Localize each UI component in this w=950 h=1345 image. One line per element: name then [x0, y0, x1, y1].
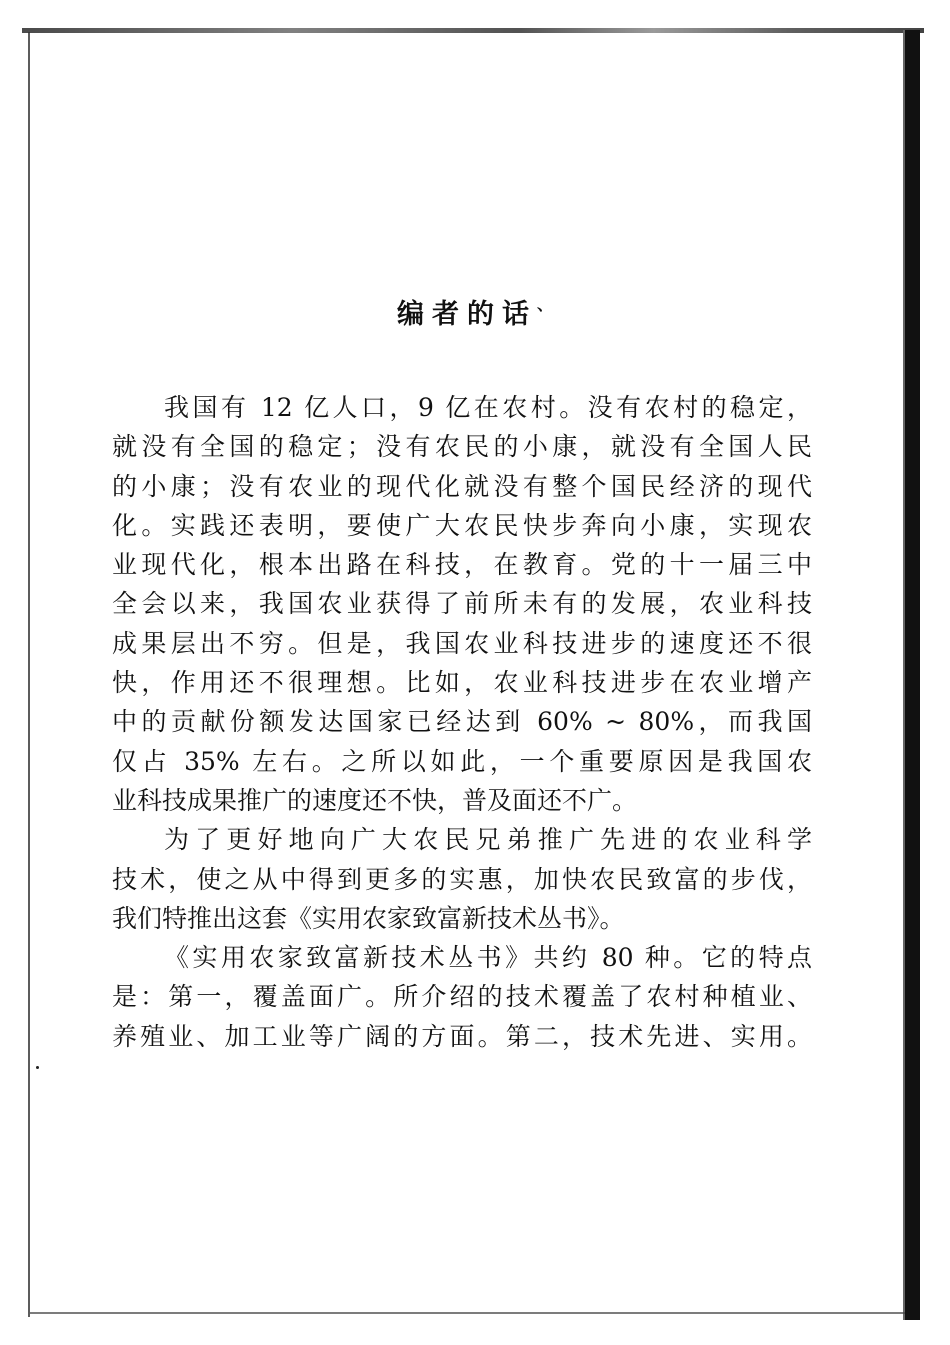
- page-title: [0, 292, 950, 331]
- text-line: 业科技成果推广的速度还不快，普及面还不广。: [112, 785, 638, 815]
- page-edge-top: [22, 28, 924, 33]
- text-line: 技术，使之从中得到更多的实惠，加快农民致富的步伐，: [112, 864, 812, 894]
- text-line: 为了更好地向广大农民兄弟推广先进的农业科学: [164, 825, 812, 855]
- text-line: 中的贡献份额发达国家已经达到 60% ~ 80%，而我国: [112, 707, 812, 737]
- text-line: 就没有全国的稳定；没有农民的小康，就没有全国人民: [112, 432, 812, 462]
- text-line: 《实用农家致富新技术丛书》共约 80 种。它的特点: [164, 943, 812, 973]
- scan-speck: [36, 1066, 39, 1069]
- text-line: 的小康；没有农业的现代化就没有整个国民经济的现代: [112, 471, 812, 501]
- text-line: 业现代化，根本出路在科技，在教育。党的十一届三中: [112, 550, 812, 580]
- text-line: 快，作用还不很理想。比如，农业科技进步在农业增产: [112, 668, 812, 698]
- body-text: [112, 388, 812, 1056]
- page-edge-left: [28, 32, 30, 1317]
- page-edge-right: [905, 30, 920, 1320]
- page-title-text: 编者的话: [396, 299, 537, 330]
- page-edge-bottom: [30, 1312, 905, 1314]
- text-line: 我国有 12 亿人口，9 亿在农村。没有农村的稳定，: [164, 393, 812, 422]
- text-line: 全会以来，我国农业获得了前所未有的发展，农业科技: [112, 589, 812, 619]
- text-line: 仅占 35% 左右。之所以如此，一个重要原因是我国农: [112, 746, 812, 776]
- text-line: 化。实践还表明，要使广大农民快步奔向小康，实现农: [112, 510, 812, 540]
- text-line: 是：第一，覆盖面广。所介绍的技术覆盖了农村种植业、: [112, 982, 812, 1012]
- text-line: 养殖业、加工业等广阔的方面。第二，技术先进、实用。: [112, 1021, 812, 1051]
- text-line: 成果层出不穷。但是，我国农业科技进步的速度还不很: [112, 628, 812, 658]
- page-title-mark: 、: [536, 295, 553, 314]
- text-line: 我们特推出这套《实用农家致富新技术丛书》。: [112, 903, 625, 933]
